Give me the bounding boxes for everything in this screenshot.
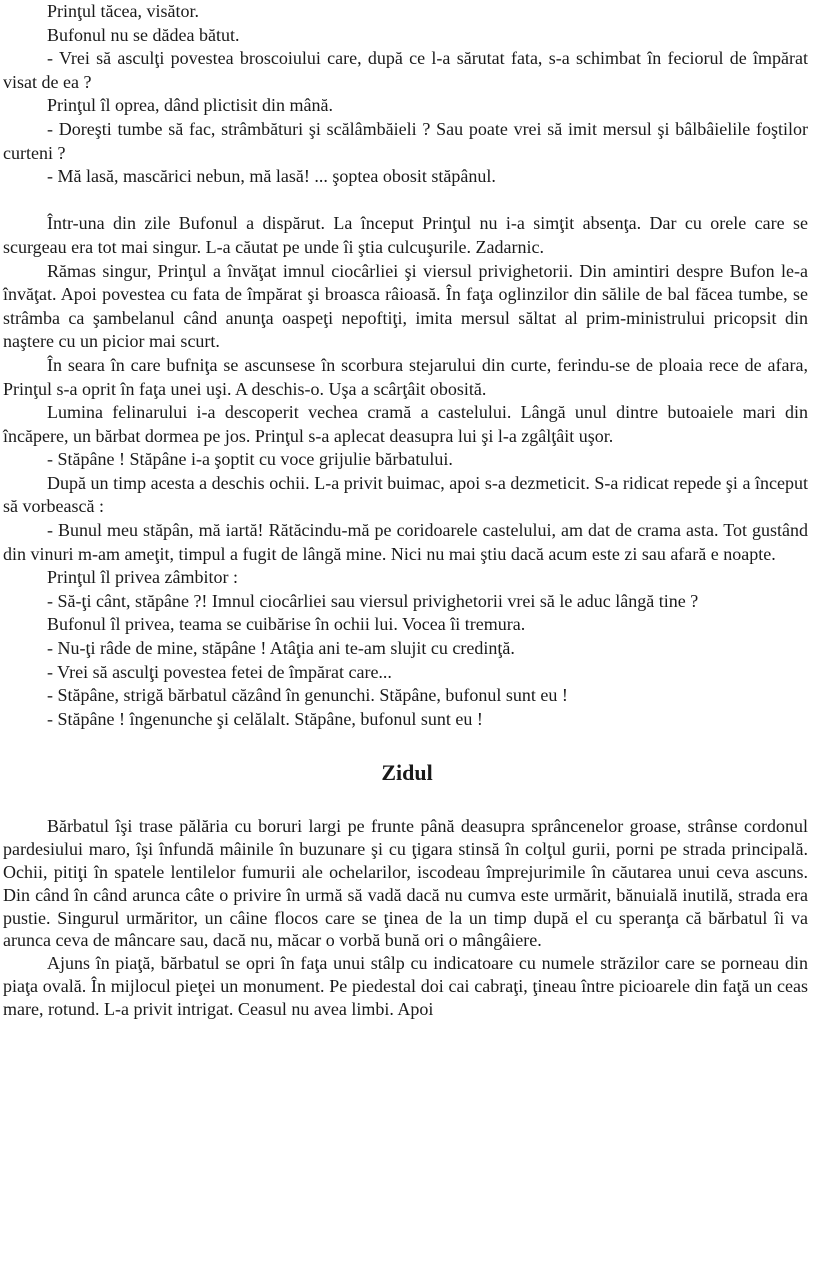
paragraph: După un timp acesta a deschis ochii. L-a privit buimac, apoi s-a dezmeticit. S-a ridicat repede şi a început să vorbească : [3,472,808,517]
paragraph: - Să-ţi cânt, stăpâne ?! Imnul ciocârliei sau viersul privighetorii vrei să le aduc lângă tine ? [47,590,699,611]
story-ending-dialogue [0,0,814,189]
paragraph: În seara în care bufniţa se ascunsese în scorbura stejarului din curte, ferindu-se de ploaia rece de afara, Prinţul s-a oprit în faţa unei uşi. A deschis-o. Uşa a scârţâit obosită. [3,354,808,399]
paragraph: Ajuns în piaţă, bărbatul se opri în faţa unui stâlp cu indicatoare cu numele străzilor care se porneau din piaţa ovală. În mijlocul pieţei un monument. Pe piedestal doi cai cabraţi, ţineau între picioarele din faţă un ceas mare, rotund. L-a privit intrigat. Ceasul nu avea limbi. Apoi [3,953,808,1019]
paragraph: - Mă lasă, mascărici nebun, mă lasă! ... şoptea obosit stăpânul. [47,166,496,187]
paragraph: Într-una din zile Bufonul a dispărut. La început Prinţul nu i-a simţit absenţa. Dar cu orele care se scurgeau era tot mai singur. L-a căutat pe unde îi ştia culcuşurile. Zadarnic. [3,213,808,257]
paragraph: Bărbatul îşi trase pălăria cu boruri largi pe frunte până deasupra sprâncenelor groase, strânse cordonul pardesiului maro, îşi înfundă mâinile în buzunare şi cu ţigara stinsă în colţul gurii, porni pe strada principală. Ochii, pitiţi în spatele lentilelor fumurii ale ochelarilor, iscodeau împrejurimile în căutarea unui ceva ascuns. Din când în când arunca câte o privire în urmă să vadă dacă nu cumva este urmărit, bănuială inutilă, strada era pustie. Singurul urmăritor, un câine flocos care se ţinea de la un timp după el cu speranţa că bărbatul îi va arunca ceva de mâncare sau, dacă nu, măcar o vorbă bună ori o mângâiere. [3,816,808,951]
paragraph: Bufonul nu se dădea bătut. [47,24,240,45]
paragraph: - Bunul meu stăpân, mă iartă! Rătăcindu-mă pe coridoarele castelului, am dat de crama asta. Tot gustând din vinuri m-am ameţit, timpul a fugit de lângă mine. Nici nu mai ştiu dacă acum este zi sau afară e noapte. [3,520,808,564]
paragraph: - Stăpâne ! Stăpâne i-a şoptit cu voce grijulie bărbatului. [47,449,453,470]
paragraph: Bufonul îl privea, teama se cuibărise în ochii lui. Vocea îi tremura. [47,614,526,635]
paragraph: Prinţul îl oprea, dând plictisit din mână. [47,95,333,116]
paragraph: Rămas singur, Prinţul a învăţat imnul ciocârliei şi viersul privighetorii. Din amintiri despre Bufon le-a învăţat. Apoi povestea cu fata de împărat şi broasca râioasă. În faţa oglinzilor din sălile de bal făcea tumbe, se strâmba ca şambelanul când anunţa oaspeţi nepoftiţi, imita mersul săltat al prim-ministrului pricopsit din naştere cu un picior mai scurt. [3,260,808,352]
paragraph: - Vrei să asculţi povestea fetei de împărat care... [47,661,392,682]
paragraph: - Doreşti tumbe să fac, strâmbături şi scălâmbăieli ? Sau poate vrei să imit mersul şi bâlbâielile foştilor curteni ? [3,118,808,163]
paragraph: - Stăpâne ! îngenunche şi celălalt. Stăpâne, bufonul sunt eu ! [47,708,483,729]
paragraph: - Nu-ţi râde de mine, stăpâne ! Atâţia ani te-am slujit cu credinţă. [47,638,515,659]
paragraph: Lumina felinarului i-a descoperit vechea cramă a castelului. Lângă unul dintre butoaiele mari din încăpere, un bărbat dormea pe jos. Prinţul s-a aplecat deasupra lui şi l-a zgâlţâit uşor. [3,402,808,446]
paragraph: Prinţul tăcea, visător. [47,1,199,21]
paragraph: Prinţul îl privea zâmbitor : [47,567,238,588]
story-ending-narrative [0,212,814,731]
paragraph: - Stăpâne, strigă bărbatul căzând în genunchi. Stăpâne, bufonul sunt eu ! [47,685,568,706]
chapter-title: Zidul [381,760,433,786]
paragraph: - Vrei să asculţi povestea broscoiului care, după ce l-a sărutat fata, s-a schimbat în feciorul de împărat visat de ea ? [3,48,808,92]
section-spacer [0,189,814,213]
chapter-body [0,815,814,1020]
